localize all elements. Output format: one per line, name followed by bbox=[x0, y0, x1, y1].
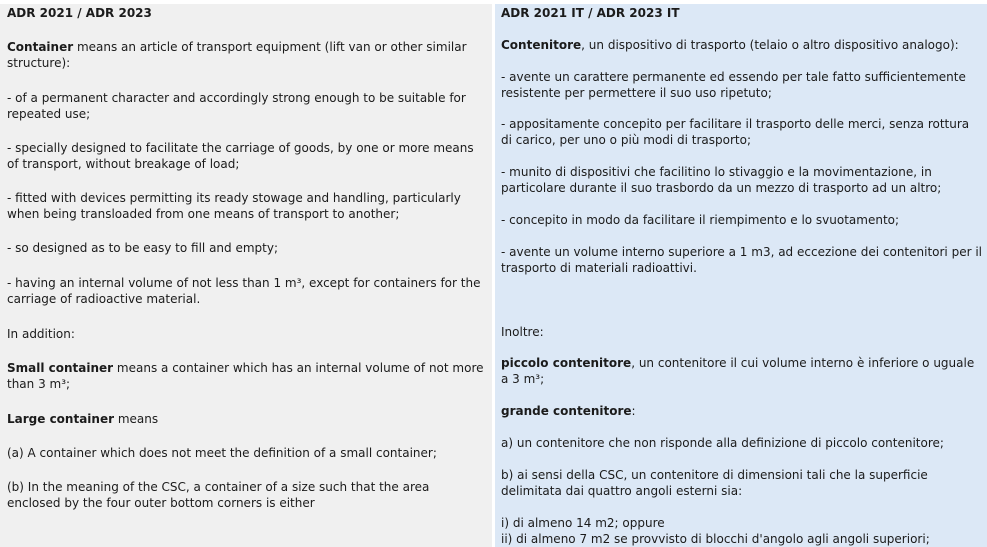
container-term: Container bbox=[7, 40, 74, 54]
large-container-definition bbox=[7, 411, 486, 427]
criterio-trasporto: - appositamente concepito per facilitare il trasporto delle merci, senza rottura di carico, per uno o più modi di trasporto; bbox=[501, 117, 970, 147]
criterio-volume: - avente un volume interno superiore a 1 m3, ad eccezione dei contenitori per il trasporto di materiali radioattivi. bbox=[501, 245, 982, 275]
criterio-dispositivi: - munito di dispositivi che facilitino lo stivaggio e la movimentazione, in particolare durante il suo trasbordo da un mezzo di trasporto ad un altro; bbox=[501, 165, 942, 195]
contenitore-definition-text: , un dispositivo di trasporto (telaio o altro dispositivo analogo): bbox=[581, 38, 959, 52]
criterion-permanent: - of a permanent character and accordingly strong enough to be suitable for repeated use; bbox=[7, 91, 466, 121]
grande-contenitore-term: grande contenitore bbox=[501, 404, 632, 418]
piccolo-contenitore-definition bbox=[501, 355, 982, 387]
grande-contenitore-text: : bbox=[631, 404, 636, 418]
english-column-header: ADR 2021 / ADR 2023 bbox=[7, 6, 152, 20]
inoltre-label: Inoltre: bbox=[501, 325, 544, 339]
criterion-carriage: - specially designed to facilitate the carriage of goods, by one or more means of transport, without breakage of load; bbox=[7, 141, 474, 171]
container-definition bbox=[7, 39, 486, 71]
large-container-item-b: (b) In the meaning of the CSC, a container of a size such that the area enclosed by the four outer bottom corners is either bbox=[7, 480, 430, 510]
container-definition-text: means an article of transport equipment (lift van or other similar structure): bbox=[7, 40, 467, 70]
grande-contenitore-item-a: a) un contenitore che non risponde alla definizione di piccolo contenitore; bbox=[501, 436, 944, 450]
small-container-definition bbox=[7, 360, 486, 392]
criterio-permanente: - avente un carattere permanente ed essendo per tale fatto sufficientemente resistente per permettere il suo uso ripetuto; bbox=[501, 70, 966, 100]
in-addition-label: In addition: bbox=[7, 327, 75, 341]
italian-column-header: ADR 2021 IT / ADR 2023 IT bbox=[501, 6, 680, 20]
grande-contenitore-definition bbox=[501, 403, 982, 419]
large-container-term: Large container bbox=[7, 412, 115, 426]
criterion-volume: - having an internal volume of not less than 1 m³, except for containers for the carriage of radioactive material. bbox=[7, 276, 481, 306]
large-container-item-a: (a) A container which does not meet the definition of a small container; bbox=[7, 446, 437, 460]
piccolo-contenitore-text: , un contenitore il cui volume interno è inferiore o uguale a 3 m³; bbox=[501, 356, 975, 386]
small-container-term: Small container bbox=[7, 361, 114, 375]
contenitore-definition bbox=[501, 37, 982, 53]
piccolo-contenitore-term: piccolo contenitore bbox=[501, 356, 632, 370]
criterion-fill-empty: - so designed as to be easy to fill and empty; bbox=[7, 241, 279, 255]
english-column bbox=[0, 4, 492, 547]
criterio-riempimento: - concepito in modo da facilitare il riempimento e lo svuotamento; bbox=[501, 213, 900, 227]
grande-contenitore-item-b: b) ai sensi della CSC, un contenitore di dimensioni tali che la superficie delimitata dai quattro angoli esterni sia: bbox=[501, 468, 928, 498]
contenitore-term: Contenitore bbox=[501, 38, 582, 52]
grande-contenitore-item-i: i) di almeno 14 m2; oppure bbox=[501, 516, 665, 530]
grande-contenitore-item-ii: ii) di almeno 7 m2 se provvisto di blocchi d'angolo agli angoli superiori; bbox=[501, 532, 930, 546]
small-container-text: means a container which has an internal volume of not more than 3 m³; bbox=[7, 361, 484, 391]
large-container-text: means bbox=[114, 412, 159, 426]
italian-column bbox=[495, 4, 987, 547]
criterion-devices: - fitted with devices permitting its ready stowage and handling, particularly when being transloaded from one means of transport to another; bbox=[7, 191, 461, 221]
